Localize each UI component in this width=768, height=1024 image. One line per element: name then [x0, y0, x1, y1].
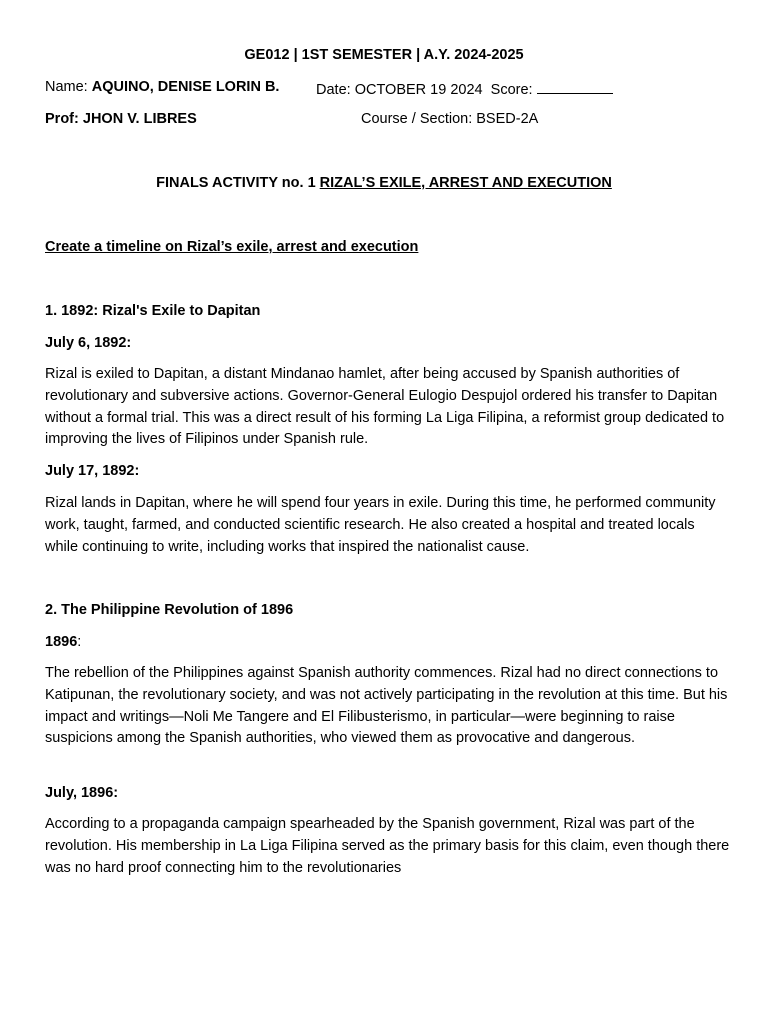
timeline-text: According to a propaganda campaign spearheaded by the Spanish government, Rizal was part of the revolution. His membership in La Liga Filipina served as the primary basis for this claim, even though there was no hard proof connecting him to the revolutionaries [45, 816, 730, 876]
timeline-date-colon: : [77, 634, 82, 650]
activity-instruction: Create a timeline on Rizal’s exile, arrest and execution [45, 239, 419, 255]
timeline-text: The rebellion of the Philippines against Spanish authority commences. Rizal had no direct connections to Katipunan, the revolutionary society, and was not actively participating in the revolution at this time. But his impact and writings—Noli Me Tangere and El Filibusterismo, in particular—were beginning to raise suspicions among the Spanish authorities, who viewed them as provocative and dangerous. [45, 665, 728, 747]
section-value: BSED-2A [476, 111, 539, 127]
prof-name: JHON V. LIBRES [82, 111, 197, 127]
student-name: AQUINO, DENISE LORIN B. [91, 79, 280, 95]
name-label: Name: [45, 79, 88, 95]
date-value: OCTOBER 19 2024 [354, 82, 483, 98]
date-score-line [316, 79, 613, 98]
timeline-date-line [45, 634, 81, 650]
timeline-date: July 17, 1892: [45, 463, 140, 479]
section-label: Course / Section: [361, 111, 473, 127]
professor-line [45, 111, 197, 127]
date-label: Date: [316, 82, 351, 98]
timeline-text: Rizal lands in Dapitan, where he will spend four years in exile. During this time, he performed community work, taught, farmed, and conducted scientific research. He also created a hospital and treated locals while continuing to write, including works that inspired the nationalist cause. [45, 495, 716, 555]
score-blank [537, 79, 613, 94]
timeline-date: 1896 [45, 634, 78, 650]
course-header: GE012 | 1ST SEMESTER | A.Y. 2024-2025 [244, 47, 524, 63]
activity-title [0, 175, 768, 191]
timeline-text: Rizal is exiled to Dapitan, a distant Mindanao hamlet, after being accused by Spanish authorities of revolutionary and subversive actions. Governor-General Eulogio Despujol ordered his transfer to Dapitan without a formal trial. This was a direct result of his forming La Liga Filipina, a reformist group dedicated to improving the lives of Filipinos under Spanish rule. [45, 366, 725, 448]
section-heading: 1. 1892: Rizal's Exile to Dapitan [45, 303, 261, 319]
timeline-date: July, 1896: [45, 785, 119, 801]
section-line [361, 111, 538, 127]
section-heading: 2. The Philippine Revolution of 1896 [45, 602, 294, 618]
timeline-date: July 6, 1892: [45, 335, 132, 351]
student-info-line [45, 79, 279, 95]
activity-topic: RIZAL’S EXILE, ARREST AND EXECUTION [319, 175, 612, 191]
activity-prefix: FINALS ACTIVITY no. 1 [156, 175, 316, 191]
score-label: Score: [490, 82, 533, 98]
prof-label: Prof: [45, 111, 79, 127]
